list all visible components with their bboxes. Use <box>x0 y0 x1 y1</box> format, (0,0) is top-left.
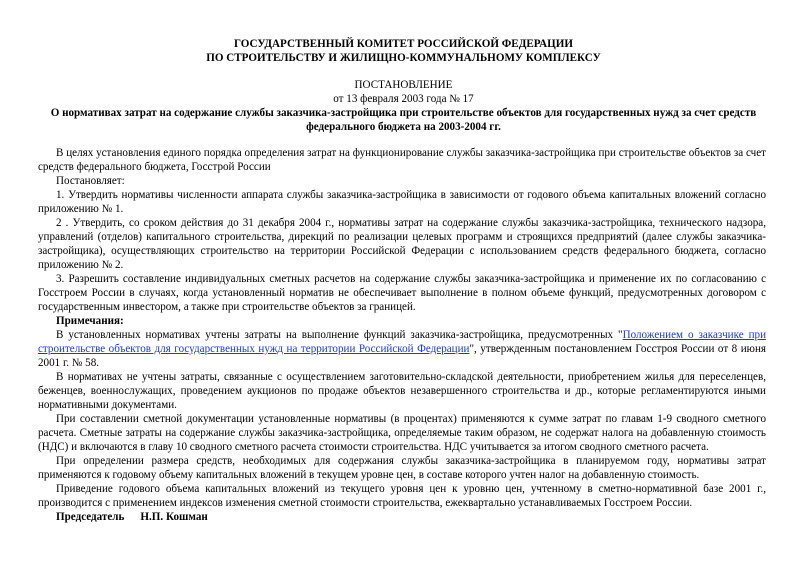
intro-paragraph: В целях установления единого порядка определения затрат на функционирование службы заказчика-застройщика при строительстве объектов за счет средств федерального бюджета, Госстрой России <box>38 147 766 173</box>
note-4: При определении размера средств, необходимых для содержания службы заказчика-застройщика в планируемом году, нормативы затрат применяются к годовому объему капитальных вложений в текущем уровне цен, в составе которого учтен налог на добавленную стоимость. <box>38 455 766 481</box>
notes-heading: Примечания: <box>56 315 124 327</box>
item-2: 2 . Утвердить, со сроком действия до 31 декабря 2004 г., нормативы затрат на содержание службы заказчика-застройщика, технического надзора, управлений (отделов) капитального строительства, дирекций по реализации целевых программ и строящихся предприятий (далее службы заказчика-застройщика), осуществляющих строительство на территории Российской Федерации с использованием средств федерального бюджета, согласно приложению № 2. <box>38 217 766 271</box>
note-5: Приведение годового объема капитальных вложений из текущего уровня цен к уровню цен, учтенному в сметно-нормативной базе 2001 г., производится с применением индексов изменения сметной стоимости строительства, ежеквартально устанавливаемых Госстроем России. <box>38 483 766 509</box>
decree-body <box>38 146 766 524</box>
decree-title-line-1: О нормативах затрат на содержание службы заказчика-застройщика при строительстве объектов для государственных нужд за счет средств <box>50 107 757 119</box>
signature-name: Н.П. Кошман <box>140 511 208 523</box>
regulation-link[interactable]: Положением о заказчике при строительстве объектов для государственных нужд на территории Российской Федерации <box>38 329 767 355</box>
date-number: от 13 февраля 2003 года № 17 <box>333 93 474 105</box>
signature-role: Председатель <box>56 511 125 523</box>
issuer-line-1: ГОСУДАРСТВЕННЫЙ КОМИТЕТ РОССИЙСКОЙ ФЕДЕРАЦИИ <box>233 38 573 50</box>
resolves-label: Постановляет: <box>56 175 125 187</box>
item-1: 1. Утвердить нормативы численности аппарата службы заказчика-застройщика в зависимости от годового объема капитальных вложений согласно приложению № 1. <box>38 189 766 215</box>
note-1-text-before: В установленных нормативах учтены затраты на выполнение функций заказчика-застройщика, предусмотренных " <box>56 329 623 341</box>
note-1-text-after: ", утвержденным постановлением Госстроя России от 8 июня 2001 г. № 58. <box>38 343 767 369</box>
decree-title-line-2: федерального бюджета на 2003-2004 гг. <box>306 121 501 133</box>
signature <box>38 510 766 524</box>
note-3: При составлении сметной документации установленные нормативы (в процентах) применяются к сумме затрат по главам 1-9 сводного сметного расчета. Сметные затраты на содержание службы заказчика-застройщика, определяемые таким образом, не содержат налога на добавленную стоимость (НДС) и включаются в главу 10 сводного сметного расчета стоимости строительства. НДС учитывается за итогом сводного сметного расчета. <box>38 413 766 453</box>
document-type: ПОСТАНОВЛЕНИЕ <box>354 79 453 91</box>
note-2: В нормативах не учтены затраты, связанные с осуществлением заготовительно-складской деятельности, приобретением жилья для переселенцев, беженцев, военнослужащих, проведением аукционов по продаже объектов незавершенного строительства и др., которые регламентируются иными нормативными документами. <box>38 371 766 411</box>
note-1 <box>38 328 766 370</box>
item-3: 3. Разрешить составление индивидуальных сметных расчетов на содержание службы заказчика-застройщика и применение их по согласованию с Госстроем России в случаях, когда установленный норматив не обеспечивает выполнение в полном объеме функций, предусмотренных договором с государственным инвестором, а также при строительстве объектов за границей. <box>38 273 766 313</box>
issuer-line-2: ПО СТРОИТЕЛЬСТВУ И ЖИЛИЩНО-КОММУНАЛЬНОМУ КОМПЛЕКСУ <box>206 52 601 64</box>
